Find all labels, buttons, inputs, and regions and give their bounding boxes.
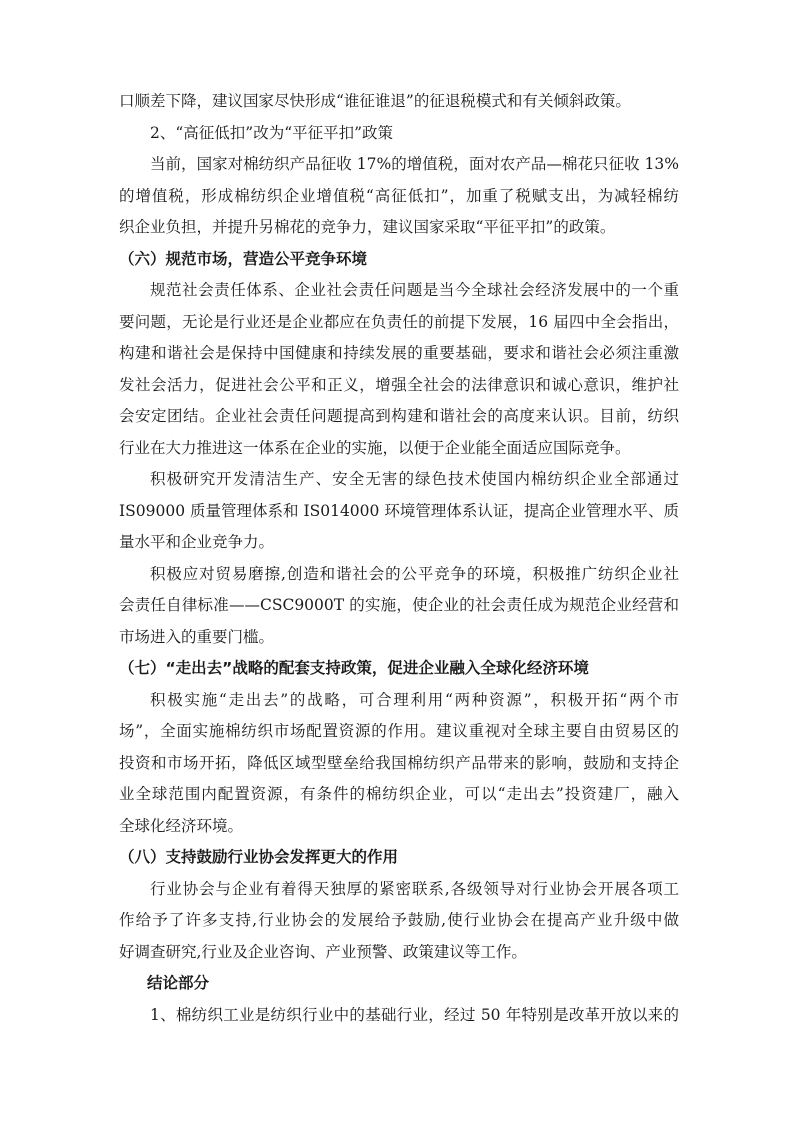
paragraph-line: 业全球范围内配置资源，有条件的棉纺织企业，可以“走出去”投资建厂，融入: [119, 785, 679, 803]
conclusion-heading: 结论部分: [147, 974, 210, 992]
paragraph-line: 积极应对贸易磨擦,创造和谐社会的公平竞争的环境，积极推广纺织企业社: [150, 564, 679, 583]
paragraph-line: 发社会活力，促进社会公平和正义，增强全社会的法律意识和诚心意识，维护社: [119, 375, 679, 394]
paragraph-line: 场”，全面实施棉纺织市场配置资源的作用。建议重视对全球主要自由贸易区的: [119, 722, 679, 740]
paragraph-line: 市场进入的重要门槛。: [119, 627, 275, 646]
paragraph-line: 好调查研究,行业及企业咨询、产业预警、政策建议等工作。: [119, 942, 527, 961]
paragraph-line: 会安定团结。企业社会责任问题提高到构建和谐社会的高度来认识。目前，纺织: [119, 407, 679, 425]
document-page: [119, 86, 679, 1031]
paragraph-line: 要问题，无论是行业还是企业都应在负责任的前提下发展，16 届四中全会指出，: [119, 312, 679, 331]
paragraph-line: 会责任自律标准——CSC9000T 的实施，使企业的社会责任成为规范企业经营和: [119, 596, 679, 614]
paragraph-line: 行业协会与企业有着得天独厚的紧密联系,各级领导对行业协会开展各项工: [150, 879, 679, 898]
paragraph-line: 量水平和企业竞争力。: [119, 533, 275, 551]
paragraph-line: IS09000 质量管理体系和 IS014000 环境管理体系认证，提高企业管理水平、质: [119, 501, 679, 520]
section-heading: （六）规范市场，营造公平竞争环境: [119, 249, 368, 268]
paragraph-line: 织企业负担，并提升另棉花的竞争力，建议国家采取“平征平扣”的政策。: [119, 218, 616, 236]
paragraph-line: 行业在大力推进这一体系在企业的实施，以便于企业能全面适应国际竞争。: [119, 438, 631, 457]
paragraph-line: 的增值税，形成棉纺织企业增值税“高征低扣”，加重了税赋支出，为减轻棉纺: [119, 186, 679, 205]
section-heading: （八）支持鼓励行业协会发挥更大的作用: [119, 848, 399, 866]
paragraph-line: 投资和市场开拓，降低区域型壁垒给我国棉纺织产品带来的影响，鼓励和支持企: [119, 753, 679, 772]
paragraph-line: 规范社会责任体系、企业社会责任问题是当今全球社会经济发展中的一个重: [150, 281, 679, 299]
paragraph-line: 口顺差下降，建议国家尽快形成“谁征谁退”的征退税模式和有关倾斜政策。: [119, 92, 631, 110]
paragraph-line: 1、棉纺织工业是纺织行业中的基础行业，经过 50 年特别是改革开放以来的: [150, 1005, 679, 1024]
paragraph-line: 全球化经济环境。: [119, 816, 244, 835]
section-heading: （七）“走出去”战略的配套支持政策，促进企业融入全球化经济环境: [119, 659, 589, 677]
paragraph-line: 构建和谐社会是保持中国健康和持续发展的重要基础，要求和谐社会必须注重激: [119, 344, 679, 362]
paragraph-line: 积极研究开发清洁生产、安全无害的绿色技术使国内棉纺织企业全部通过: [150, 470, 679, 488]
paragraph-line: 作给予了许多支持,行业协会的发展给予鼓励,使行业协会在提高产业升级中做: [119, 911, 679, 929]
paragraph-line: 2、“高征低扣”改为“平征平扣”政策: [150, 123, 394, 142]
paragraph-line: 当前，国家对棉纺织产品征收 17%的增值税，面对农产品—棉花只征收 13%: [150, 155, 679, 173]
paragraph-line: 积极实施“走出去”的战略，可合理利用“两种资源”，积极开拓“两个市: [150, 690, 679, 709]
